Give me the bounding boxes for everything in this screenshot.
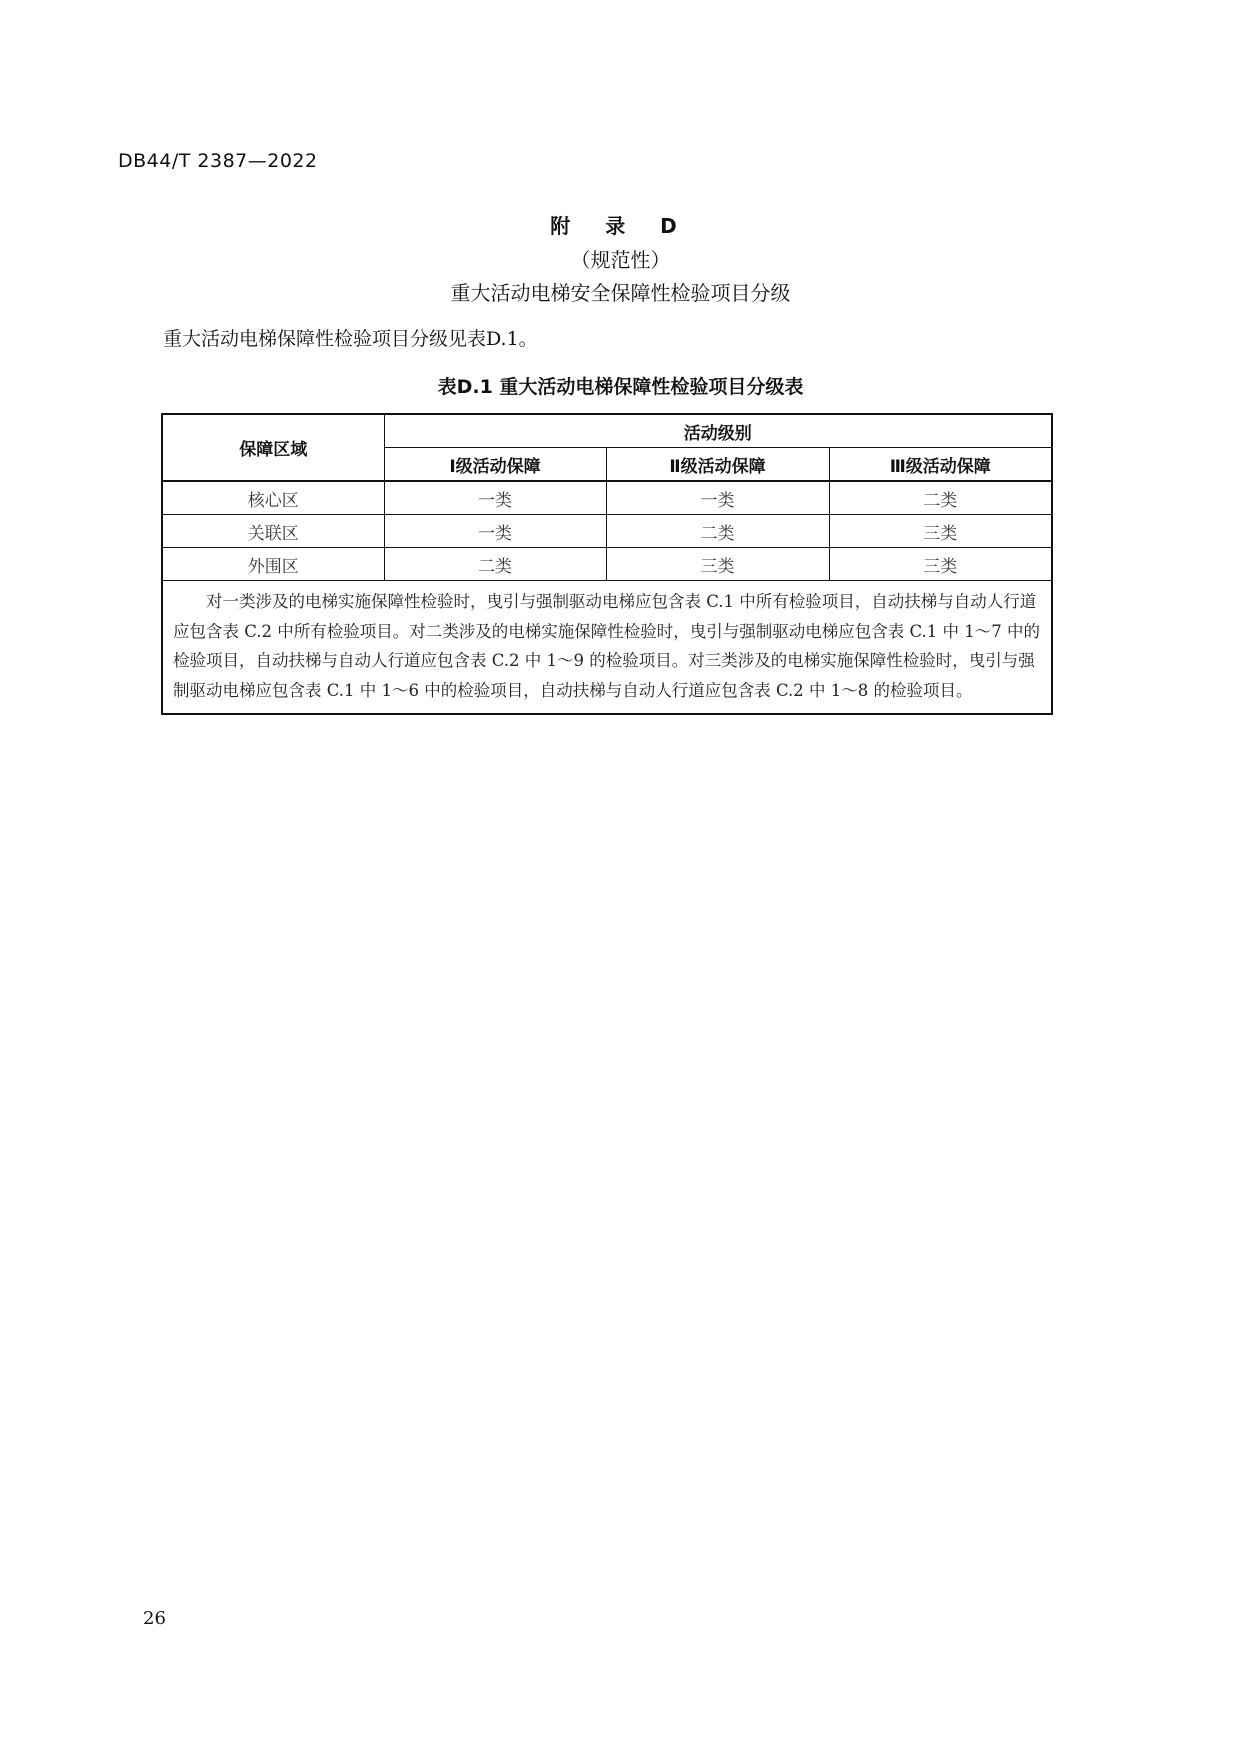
value-cell: 二类 (829, 481, 1052, 515)
value-cell: 二类 (606, 515, 829, 548)
table-row (162, 481, 1052, 515)
value-cell: 一类 (384, 515, 606, 548)
value-cell: 一类 (606, 481, 829, 515)
table-row (162, 515, 1052, 548)
value-cell: 二类 (384, 548, 606, 581)
header-level-3: Ⅲ级活动保障 (829, 448, 1052, 482)
table-row (162, 548, 1052, 581)
zone-cell: 核心区 (162, 481, 384, 515)
document-id: DB44/T 2387—2022 (118, 150, 318, 172)
table-note: 对一类涉及的电梯实施保障性检验时，曳引与强制驱动电梯应包含表 C.1 中所有检验项目，自动扶梯与自动人行道应包含表 C.2 中所有检验项目。对二类涉及的电梯实施保障性检验时，曳引与强制驱动电梯应包含表 C.1 中 1～7 中的检验项目，自动扶梯与自动人行道应包含表 C.2 中 1～9 的检验项目。对三类涉及的电梯实施保障性检验时，曳引与强制驱动电梯应包含表 C.1 中 1～6 中的检验项目，自动扶梯与自动人行道应包含表 C.2 中 1～8 的检验项目。 (162, 581, 1052, 715)
grading-table (161, 413, 1053, 715)
appendix-title: 附 录 D (550, 214, 691, 238)
appendix-type: （规范性） (570, 248, 671, 272)
value-cell: 三类 (829, 548, 1052, 581)
value-cell: 三类 (829, 515, 1052, 548)
appendix-heading: 重大活动电梯安全保障性检验项目分级 (450, 281, 791, 305)
header-level-1: Ⅰ级活动保障 (384, 448, 606, 482)
table-caption: 表D.1 重大活动电梯保障性检验项目分级表 (437, 376, 804, 398)
intro-paragraph: 重大活动电梯保障性检验项目分级见表D.1。 (163, 328, 538, 350)
header-level-2: Ⅱ级活动保障 (606, 448, 829, 482)
value-cell: 三类 (606, 548, 829, 581)
page-number: 26 (143, 1608, 166, 1629)
zone-cell: 关联区 (162, 515, 384, 548)
header-zone: 保障区域 (162, 414, 384, 481)
zone-cell: 外围区 (162, 548, 384, 581)
value-cell: 一类 (384, 481, 606, 515)
header-activity-level: 活动级别 (384, 414, 1052, 448)
